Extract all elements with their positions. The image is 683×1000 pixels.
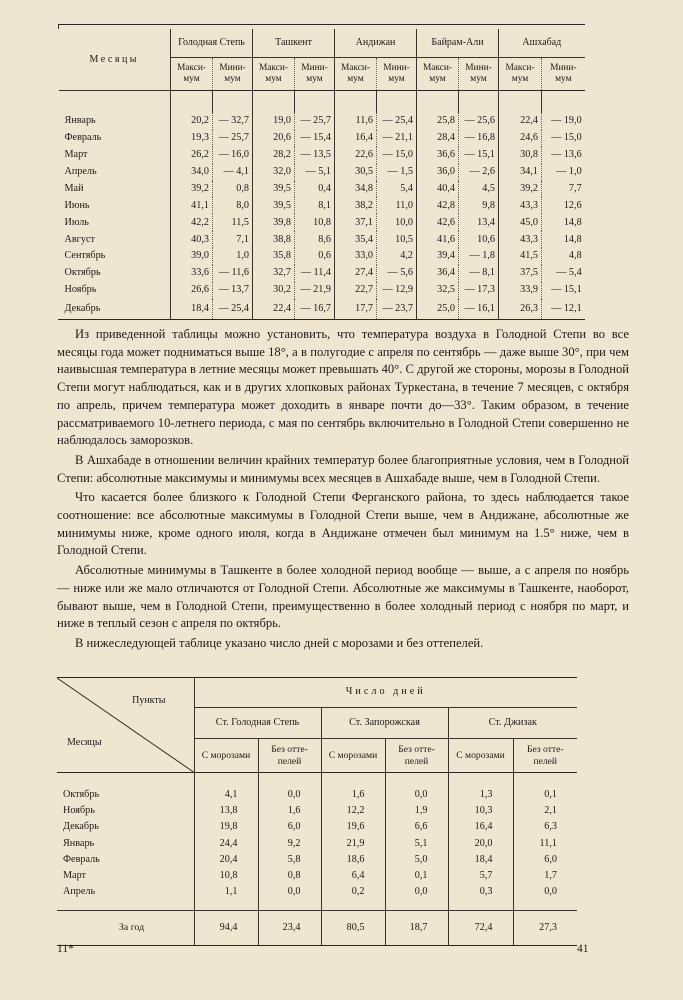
value-cell: 35,4 xyxy=(335,231,377,248)
value-cell: — 25,6 xyxy=(459,113,499,130)
value-cell: 39,4 xyxy=(417,248,459,265)
spacer-cell xyxy=(335,91,377,114)
corner-header-months: Месяцы xyxy=(67,737,102,748)
value-cell: 4,5 xyxy=(459,181,499,198)
value-cell: — 21,9 xyxy=(295,282,335,299)
value-cell: 0,8 xyxy=(213,181,253,198)
value-cell: 30,5 xyxy=(335,164,377,181)
month-cell: Апрель xyxy=(63,886,96,898)
spacer-cell xyxy=(194,900,258,911)
value-cell: 1,6 xyxy=(258,803,321,819)
value-cell: — 23,7 xyxy=(377,299,417,320)
month-cell: Май xyxy=(64,182,84,194)
table-row xyxy=(59,113,585,130)
with-frost-header: С морозами xyxy=(321,739,385,773)
value-cell: — 25,4 xyxy=(213,299,253,320)
spacer-cell xyxy=(253,91,295,114)
value-cell: — 5,4 xyxy=(542,265,585,282)
table1-max-header: Макси- мум xyxy=(499,58,542,91)
value-cell: 16,4 xyxy=(335,130,377,147)
spacer-cell xyxy=(459,91,499,114)
value-cell: — 11,6 xyxy=(213,265,253,282)
spacer-cell xyxy=(385,900,448,911)
temperature-extremes-table xyxy=(58,24,585,320)
value-cell: 6,0 xyxy=(513,852,577,868)
month-cell: Январь xyxy=(64,115,96,127)
table-row xyxy=(59,164,585,181)
value-cell: — 1,0 xyxy=(542,164,585,181)
value-cell: 9,2 xyxy=(258,836,321,852)
table-row xyxy=(59,231,585,248)
page-number: 41 xyxy=(577,943,589,955)
month-cell: Ноябрь xyxy=(64,284,97,296)
table-row xyxy=(57,852,577,868)
table1-min-header: Мини- мум xyxy=(213,58,253,91)
value-cell: — 16,7 xyxy=(295,299,335,320)
value-cell: 1,6 xyxy=(321,787,385,803)
total-value-cell: 18,7 xyxy=(385,911,448,946)
table-row xyxy=(59,197,585,214)
value-cell: 39,5 xyxy=(253,197,295,214)
value-cell: 33,6 xyxy=(171,265,213,282)
table2-station-header: Ст. Джизак xyxy=(448,708,577,739)
month-cell: Март xyxy=(64,149,88,161)
spacer-cell xyxy=(171,91,213,114)
diagonal-divider xyxy=(57,678,194,772)
value-cell: 33,0 xyxy=(335,248,377,265)
table-row xyxy=(59,130,585,147)
paragraph: Из приведенной таблицы можно установить, что температура воздуха в Голодной Степи во все месяцы года может подниматься выше 18°, а в полугодие с апреля по сентябрь — даже выше 30°, при чем наивысшая температура в летние месяцы может превышать 40°. С другой же стороны, морозы в Голодной Степи могут наблюдаться, как и в других хлопковых районах Туркестана, в течение 7 месяцев, с октября по апрель, причем температура может доходить в январе почти до—33°. Таким образом, в течение рассматриваемого 10-летнего периода, с мая по сентябрь включительно в Голодной Степи совершенно не наблюдалось заморозков. xyxy=(57,327,629,448)
spacer-cell xyxy=(213,91,253,114)
value-cell: — 2,6 xyxy=(459,164,499,181)
value-cell: 19,3 xyxy=(171,130,213,147)
total-value-cell: 94,4 xyxy=(194,911,258,946)
value-cell: — 8,1 xyxy=(459,265,499,282)
value-cell: 41,6 xyxy=(417,231,459,248)
total-row xyxy=(57,911,577,946)
value-cell: — 21,1 xyxy=(377,130,417,147)
with-frost-header: С морозами xyxy=(448,739,513,773)
value-cell: — 15,0 xyxy=(377,147,417,164)
value-cell: — 25,4 xyxy=(377,113,417,130)
value-cell: — 16,1 xyxy=(459,299,499,320)
table-row xyxy=(59,214,585,231)
value-cell: — 32,7 xyxy=(213,113,253,130)
table-row xyxy=(57,819,577,835)
table-row xyxy=(57,787,577,803)
spacer-cell xyxy=(385,773,448,788)
value-cell: 38,2 xyxy=(335,197,377,214)
value-cell: 37,5 xyxy=(499,265,542,282)
table-row xyxy=(59,181,585,198)
value-cell: 16,4 xyxy=(448,819,513,835)
table-row xyxy=(59,282,585,299)
value-cell: 0,1 xyxy=(513,787,577,803)
value-cell: 22,6 xyxy=(335,147,377,164)
value-cell: 5,0 xyxy=(385,852,448,868)
value-cell: — 13,7 xyxy=(213,282,253,299)
value-cell: — 25,7 xyxy=(295,113,335,130)
month-cell: Февраль xyxy=(64,132,102,144)
value-cell: 22,4 xyxy=(253,299,295,320)
table-row xyxy=(59,299,585,320)
value-cell: — 16,0 xyxy=(213,147,253,164)
value-cell: 13,8 xyxy=(194,803,258,819)
spacer-cell xyxy=(258,773,321,788)
table-row xyxy=(57,836,577,852)
month-cell: Октябрь xyxy=(63,788,100,800)
table1-max-header: Макси- мум xyxy=(417,58,459,91)
value-cell: 32,7 xyxy=(253,265,295,282)
value-cell: 6,6 xyxy=(385,819,448,835)
with-frost-header: С морозами xyxy=(194,739,258,773)
month-cell: Декабрь xyxy=(63,821,99,833)
value-cell: 0,0 xyxy=(385,787,448,803)
body-text xyxy=(57,326,629,655)
value-cell: 5,8 xyxy=(258,852,321,868)
month-cell: Апрель xyxy=(64,166,97,178)
value-cell: 11,1 xyxy=(513,836,577,852)
value-cell: 22,7 xyxy=(335,282,377,299)
month-cell: Июль xyxy=(64,216,89,228)
value-cell: 19,6 xyxy=(321,819,385,835)
spacer-cell xyxy=(542,91,585,114)
value-cell: 39,2 xyxy=(499,181,542,198)
value-cell: 10,3 xyxy=(448,803,513,819)
value-cell: 11,5 xyxy=(213,214,253,231)
value-cell: — 15,1 xyxy=(459,147,499,164)
value-cell: 25,0 xyxy=(417,299,459,320)
table1-month-header: Месяцы xyxy=(59,29,171,91)
value-cell: — 4,1 xyxy=(213,164,253,181)
value-cell: 14,8 xyxy=(542,214,585,231)
value-cell: 41,1 xyxy=(171,197,213,214)
value-cell: 41,5 xyxy=(499,248,542,265)
value-cell: 24,6 xyxy=(499,130,542,147)
value-cell: 8,0 xyxy=(213,197,253,214)
total-value-cell: 23,4 xyxy=(258,911,321,946)
value-cell: 27,4 xyxy=(335,265,377,282)
value-cell: 0,0 xyxy=(258,884,321,900)
value-cell: 5,1 xyxy=(385,836,448,852)
value-cell: 0,3 xyxy=(448,884,513,900)
value-cell: 1,9 xyxy=(385,803,448,819)
paragraph: В Ашхабаде в отношении величин крайних температур более благоприятные условия, чем в Голодной Степи: абсолютные максимумы и минимумы всех месяцев в Ашхабаде выше, чем в Голодной Степи. xyxy=(57,452,629,485)
value-cell: 4,1 xyxy=(194,787,258,803)
table1-max-header: Макси- мум xyxy=(171,58,213,91)
value-cell: 38,8 xyxy=(253,231,295,248)
value-cell: 24,4 xyxy=(194,836,258,852)
table2-station-header: Ст. Запорожская xyxy=(321,708,448,739)
spacer-cell xyxy=(513,900,577,911)
table2-group-title: Число дней xyxy=(194,678,577,708)
spacer-cell xyxy=(417,91,459,114)
spacer-cell xyxy=(448,900,513,911)
total-label: За год xyxy=(57,911,194,946)
value-cell: 25,8 xyxy=(417,113,459,130)
without-thaw-header: Без отте- пелей xyxy=(385,739,448,773)
spacer-cell xyxy=(321,773,385,788)
value-cell: 37,1 xyxy=(335,214,377,231)
value-cell: — 1,8 xyxy=(459,248,499,265)
value-cell: 20,4 xyxy=(194,852,258,868)
printer-signature: 11* xyxy=(57,943,74,955)
value-cell: 34,0 xyxy=(171,164,213,181)
value-cell: 20,6 xyxy=(253,130,295,147)
table1-station-header: Андижан xyxy=(335,29,417,58)
table1-max-header: Макси- мум xyxy=(253,58,295,91)
value-cell: 35,8 xyxy=(253,248,295,265)
table-row xyxy=(59,248,585,265)
value-cell: 39,0 xyxy=(171,248,213,265)
month-cell: Август xyxy=(64,233,95,245)
value-cell: — 5,1 xyxy=(295,164,335,181)
paragraph: В нижеследующей таблице указано число дней с морозами и без оттепелей. xyxy=(75,635,484,650)
value-cell: 18,4 xyxy=(171,299,213,320)
value-cell: 20,0 xyxy=(448,836,513,852)
month-cell: Январь xyxy=(63,837,95,849)
value-cell: — 16,8 xyxy=(459,130,499,147)
frost-days-table xyxy=(57,677,577,946)
value-cell: 12,2 xyxy=(321,803,385,819)
value-cell: 21,9 xyxy=(321,836,385,852)
spacer-cell xyxy=(57,773,194,788)
value-cell: 8,6 xyxy=(295,231,335,248)
value-cell: — 15,0 xyxy=(542,130,585,147)
value-cell: 1,1 xyxy=(194,884,258,900)
value-cell: 0,8 xyxy=(258,868,321,884)
value-cell: 28,4 xyxy=(417,130,459,147)
table1-station-header: Байрам-Али xyxy=(417,29,499,58)
value-cell: 42,2 xyxy=(171,214,213,231)
value-cell: 0,0 xyxy=(258,787,321,803)
value-cell: — 12,9 xyxy=(377,282,417,299)
value-cell: 34,8 xyxy=(335,181,377,198)
value-cell: 0,4 xyxy=(295,181,335,198)
table-corner-cell xyxy=(57,678,194,773)
value-cell: 6,3 xyxy=(513,819,577,835)
value-cell: — 25,7 xyxy=(213,130,253,147)
table1-min-header: Мини- мум xyxy=(459,58,499,91)
value-cell: — 1,5 xyxy=(377,164,417,181)
value-cell: — 5,6 xyxy=(377,265,417,282)
value-cell: 12,6 xyxy=(542,197,585,214)
table-row xyxy=(57,868,577,884)
value-cell: 0,2 xyxy=(321,884,385,900)
without-thaw-header: Без отте- пелей xyxy=(258,739,321,773)
spacer-cell xyxy=(194,773,258,788)
value-cell: 43,3 xyxy=(499,197,542,214)
value-cell: 0,0 xyxy=(513,884,577,900)
value-cell: 30,8 xyxy=(499,147,542,164)
spacer-cell xyxy=(448,773,513,788)
value-cell: 19,0 xyxy=(253,113,295,130)
value-cell: 13,4 xyxy=(459,214,499,231)
table1-min-header: Мини- мум xyxy=(295,58,335,91)
spacer-cell xyxy=(57,900,194,911)
value-cell: 36,4 xyxy=(417,265,459,282)
total-value-cell: 80,5 xyxy=(321,911,385,946)
value-cell: 4,8 xyxy=(542,248,585,265)
value-cell: 11,6 xyxy=(335,113,377,130)
value-cell: 39,2 xyxy=(171,181,213,198)
value-cell: 7,7 xyxy=(542,181,585,198)
value-cell: 42,8 xyxy=(417,197,459,214)
value-cell: 36,0 xyxy=(417,164,459,181)
spacer-cell xyxy=(59,91,171,114)
table1-min-header: Мини- мум xyxy=(377,58,417,91)
value-cell: 0,6 xyxy=(295,248,335,265)
value-cell: 10,0 xyxy=(377,214,417,231)
spacer-cell xyxy=(321,900,385,911)
value-cell: 36,6 xyxy=(417,147,459,164)
value-cell: 45,0 xyxy=(499,214,542,231)
spacer-cell xyxy=(258,900,321,911)
value-cell: 42,6 xyxy=(417,214,459,231)
value-cell: 5,7 xyxy=(448,868,513,884)
value-cell: 34,1 xyxy=(499,164,542,181)
value-cell: 40,4 xyxy=(417,181,459,198)
table-row xyxy=(57,803,577,819)
value-cell: 17,7 xyxy=(335,299,377,320)
value-cell: 26,6 xyxy=(171,282,213,299)
value-cell: 30,2 xyxy=(253,282,295,299)
value-cell: 10,8 xyxy=(194,868,258,884)
value-cell: 1,7 xyxy=(513,868,577,884)
table1-station-header: Ашхабад xyxy=(499,29,585,58)
month-cell: Июнь xyxy=(64,199,90,211)
value-cell: — 15,4 xyxy=(295,130,335,147)
value-cell: 32,0 xyxy=(253,164,295,181)
value-cell: 22,4 xyxy=(499,113,542,130)
value-cell: 20,2 xyxy=(171,113,213,130)
value-cell: — 12,1 xyxy=(542,299,585,320)
total-value-cell: 72,4 xyxy=(448,911,513,946)
corner-header-points: Пункты xyxy=(132,695,166,706)
value-cell: 9,8 xyxy=(459,197,499,214)
month-cell: Сентябрь xyxy=(64,250,106,262)
value-cell: — 19,0 xyxy=(542,113,585,130)
table1-max-header: Макси- мум xyxy=(335,58,377,91)
value-cell: 18,6 xyxy=(321,852,385,868)
month-cell: Ноябрь xyxy=(63,805,95,817)
value-cell: 0,1 xyxy=(385,868,448,884)
value-cell: 26,3 xyxy=(499,299,542,320)
value-cell: 5,4 xyxy=(377,181,417,198)
value-cell: 33,9 xyxy=(499,282,542,299)
value-cell: 19,8 xyxy=(194,819,258,835)
value-cell: 14,8 xyxy=(542,231,585,248)
table2-station-header: Ст. Голодная Степь xyxy=(194,708,321,739)
table-row xyxy=(59,265,585,282)
value-cell: 11,0 xyxy=(377,197,417,214)
value-cell: 39,5 xyxy=(253,181,295,198)
value-cell: — 13,5 xyxy=(295,147,335,164)
value-cell: — 17,3 xyxy=(459,282,499,299)
total-value-cell: 27,3 xyxy=(513,911,577,946)
month-cell: Декабрь xyxy=(64,302,101,314)
table1-min-header: Мини- мум xyxy=(542,58,585,91)
value-cell: 2,1 xyxy=(513,803,577,819)
table-row xyxy=(59,147,585,164)
value-cell: 18,4 xyxy=(448,852,513,868)
without-thaw-header: Без отте- пелей xyxy=(513,739,577,773)
value-cell: 40,3 xyxy=(171,231,213,248)
value-cell: 10,6 xyxy=(459,231,499,248)
value-cell: 39,8 xyxy=(253,214,295,231)
value-cell: 6,4 xyxy=(321,868,385,884)
value-cell: 32,5 xyxy=(417,282,459,299)
value-cell: 1,3 xyxy=(448,787,513,803)
spacer-cell xyxy=(377,91,417,114)
value-cell: — 11,4 xyxy=(295,265,335,282)
value-cell: 1,0 xyxy=(213,248,253,265)
value-cell: — 13,6 xyxy=(542,147,585,164)
spacer-cell xyxy=(295,91,335,114)
value-cell: 26,2 xyxy=(171,147,213,164)
value-cell: 0,0 xyxy=(385,884,448,900)
month-cell: Март xyxy=(63,869,86,881)
table1-station-header: Ташкент xyxy=(253,29,335,58)
table-row xyxy=(57,884,577,900)
spacer-cell xyxy=(499,91,542,114)
table1-station-header: Голодная Степь xyxy=(171,29,253,58)
value-cell: 6,0 xyxy=(258,819,321,835)
month-cell: Октябрь xyxy=(64,267,101,279)
value-cell: 43,3 xyxy=(499,231,542,248)
value-cell: 7,1 xyxy=(213,231,253,248)
month-cell: Февраль xyxy=(63,853,100,865)
spacer-cell xyxy=(513,773,577,788)
value-cell: 10,5 xyxy=(377,231,417,248)
value-cell: 8,1 xyxy=(295,197,335,214)
paragraph: Что касается более близкого к Голодной Степи Ферганского района, то здесь наблюдается такое соотношение: все абсолютные максимумы в Голодной Степи выше, чем в Андижане, абсолютные же минимумы ниже, кроме одного июля, когда в Андижане отмечен был минимум на 1.5° ниже, чем в Голодной Степи. xyxy=(57,490,629,558)
paragraph: Абсолютные минимумы в Ташкенте в более холодной период вообще — выше, а с апреля по ноябрь — ниже или же мало отличаются от Голодной Степи. Абсолютные же максимумы в Ташкенте, наоборот, бывают выше, чем в Голодной Степи, преимущественно в более холодный период с ноября по март, и ниже в теплый сезон с апреля по октябрь. xyxy=(57,563,629,631)
value-cell: 28,2 xyxy=(253,147,295,164)
value-cell: — 15,1 xyxy=(542,282,585,299)
value-cell: 10,8 xyxy=(295,214,335,231)
value-cell: 4,2 xyxy=(377,248,417,265)
